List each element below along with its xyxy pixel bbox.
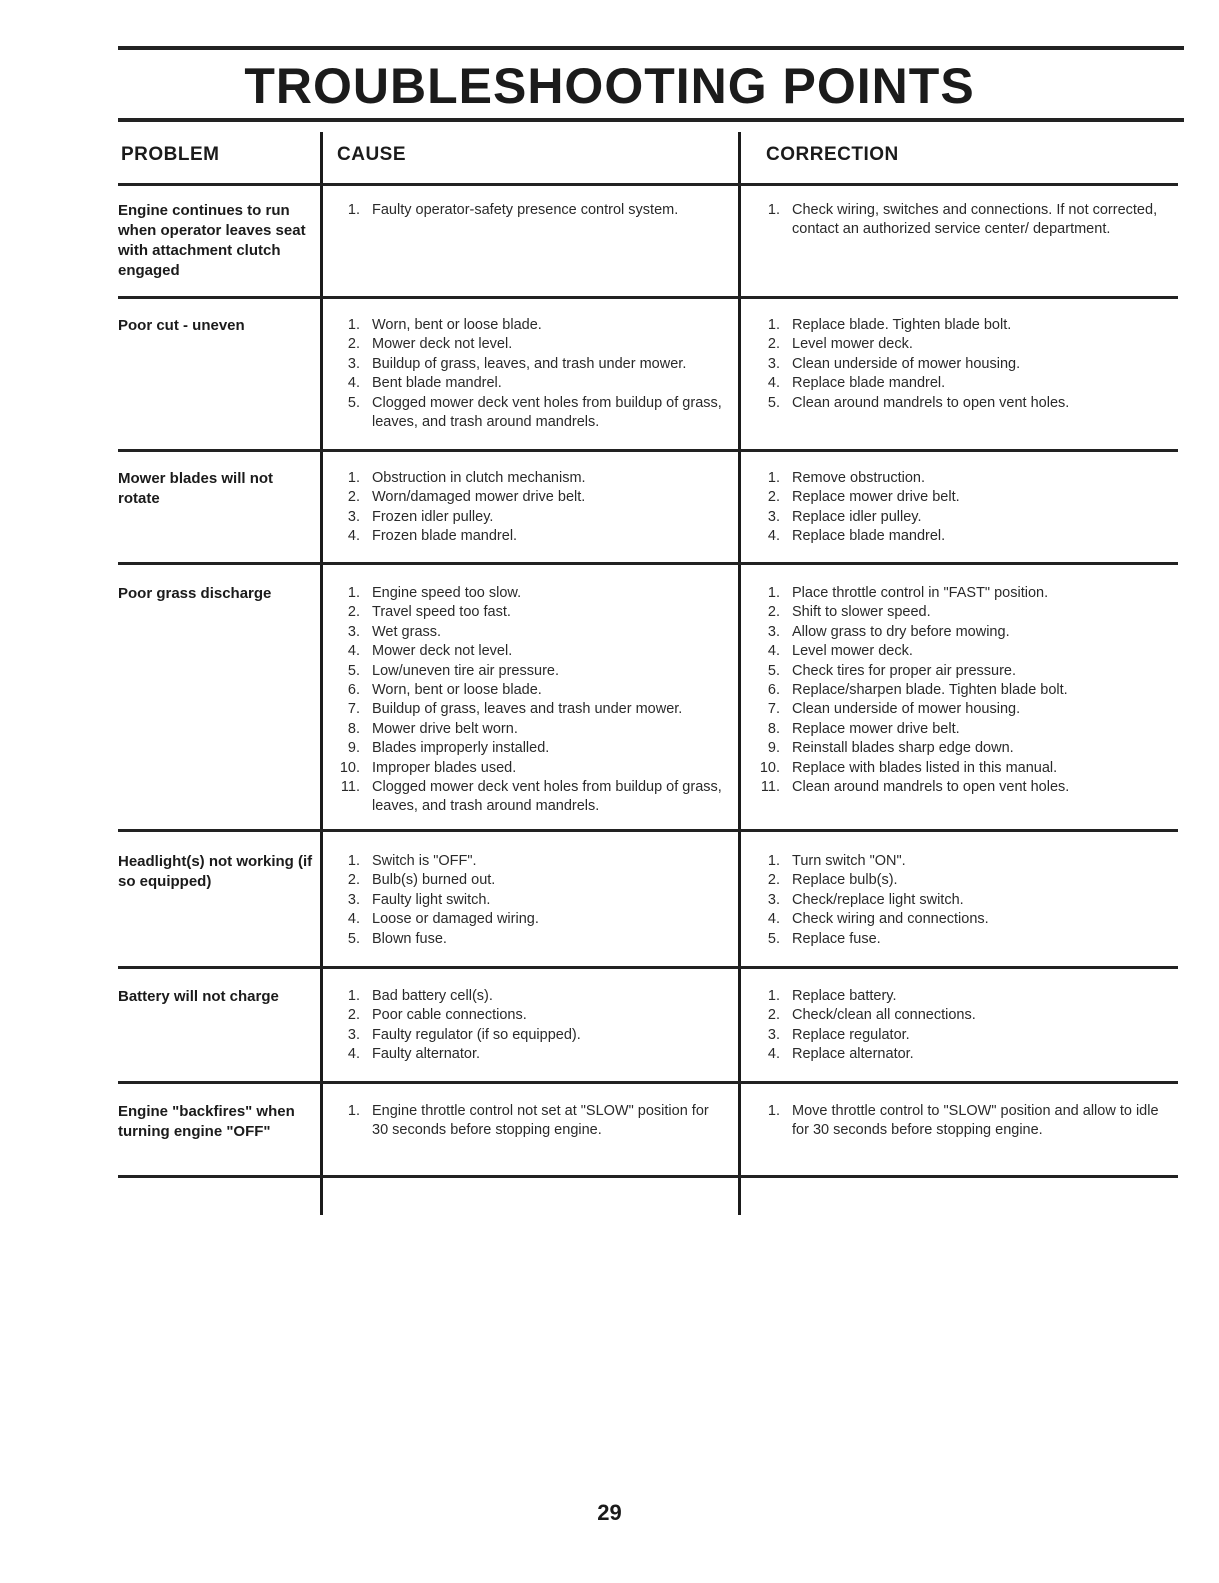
top-rule bbox=[118, 46, 1184, 50]
column-divider-right bbox=[738, 132, 741, 1215]
correction-item: 2. Check/clean all connections. bbox=[767, 1007, 976, 1024]
correction-item: 5. Check tires for proper air pressure. bbox=[767, 662, 1017, 679]
correction-item: 3. Replace regulator. bbox=[767, 1026, 910, 1043]
correction-column-header: CORRECTION bbox=[766, 144, 899, 165]
problem-cell: Headlight(s) not working (if so equipped) bbox=[118, 853, 313, 890]
header-divider bbox=[118, 183, 1178, 186]
problem-cell: Engine continues to run when operator leaves seat with attachment clutch engaged bbox=[118, 202, 306, 279]
correction-item: 6. Replace/sharpen blade. Tighten blade bolt. bbox=[767, 682, 1068, 699]
cause-item: 3. Wet grass. bbox=[347, 623, 442, 640]
cause-item: 1. Obstruction in clutch mechanism. bbox=[347, 470, 586, 486]
problem-cell: Poor cut - uneven bbox=[118, 317, 245, 334]
cause-item: 1. Engine throttle control not set at "SLOW" position for 30 seconds before stopping engine. bbox=[347, 1103, 709, 1139]
cause-list bbox=[332, 1102, 722, 1141]
correction-item: 3. Replace idler pulley. bbox=[767, 508, 922, 525]
problem-cell: Poor grass discharge bbox=[118, 585, 272, 602]
cause-item: 3. Buildup of grass, leaves, and trash under mower. bbox=[347, 355, 687, 372]
correction-list bbox=[752, 584, 1162, 797]
page-title: TROUBLESHOOTING POINTS bbox=[244, 58, 975, 114]
cause-item: 2. Travel speed too fast. bbox=[347, 604, 511, 621]
page-number: 29 bbox=[597, 1500, 622, 1525]
correction-list bbox=[752, 852, 1162, 949]
column-divider-left bbox=[320, 132, 323, 1215]
correction-item: 1. Remove obstruction. bbox=[767, 470, 925, 486]
cause-item: 2. Mower deck not level. bbox=[347, 336, 513, 353]
correction-item: 3. Allow grass to dry before mowing. bbox=[767, 623, 1010, 640]
correction-item: 4. Check wiring and connections. bbox=[767, 911, 989, 928]
title-underline bbox=[118, 118, 1184, 122]
cause-item: 5. Blown fuse. bbox=[347, 930, 447, 947]
correction-list bbox=[752, 1102, 1162, 1141]
correction-item: 10. Replace with blades listed in this manual. bbox=[759, 759, 1058, 776]
cause-item: 4. Faulty alternator. bbox=[347, 1046, 480, 1063]
cause-item: 5. Clogged mower deck vent holes from buildup of grass, leaves, and trash around mandrels. bbox=[347, 394, 722, 431]
cause-column-header: CAUSE bbox=[337, 144, 407, 165]
correction-item: 1. Place throttle control in "FAST" position. bbox=[767, 585, 1049, 601]
cause-item: 2. Bulb(s) burned out. bbox=[347, 872, 496, 889]
cause-item: 7. Buildup of grass, leaves and trash under mower. bbox=[347, 701, 683, 718]
correction-item: 1. Check wiring, switches and connections. If not corrected, contact an authorized service center/ department. bbox=[767, 202, 1158, 238]
correction-item: 7. Clean underside of mower housing. bbox=[767, 701, 1021, 718]
cause-item: 8. Mower drive belt worn. bbox=[347, 720, 518, 737]
correction-item: 2. Shift to slower speed. bbox=[767, 604, 931, 621]
correction-item: 4. Level mower deck. bbox=[767, 643, 913, 660]
cause-item: 1. Worn, bent or loose blade. bbox=[347, 317, 542, 333]
cause-item: 3. Faulty light switch. bbox=[347, 891, 491, 908]
correction-item: 5. Replace fuse. bbox=[767, 930, 881, 947]
cause-list bbox=[332, 852, 722, 949]
cause-item: 5. Low/uneven tire air pressure. bbox=[347, 662, 559, 679]
problem-cell: Mower blades will not rotate bbox=[118, 470, 274, 507]
correction-item: 1. Replace battery. bbox=[767, 988, 897, 1004]
cause-item: 2. Poor cable connections. bbox=[347, 1007, 527, 1024]
correction-list bbox=[752, 201, 1162, 240]
cause-item: 9. Blades improperly installed. bbox=[347, 740, 550, 757]
correction-item: 9. Reinstall blades sharp edge down. bbox=[767, 740, 1014, 757]
correction-item: 1. Turn switch "ON". bbox=[767, 853, 906, 869]
cause-list bbox=[332, 469, 722, 547]
correction-list bbox=[752, 316, 1162, 413]
correction-item: 2. Replace mower drive belt. bbox=[767, 489, 960, 506]
correction-item: 4. Replace alternator. bbox=[767, 1046, 914, 1063]
cause-item: 4. Frozen blade mandrel. bbox=[347, 528, 518, 545]
row-divider bbox=[118, 449, 1178, 452]
correction-item: 3. Clean underside of mower housing. bbox=[767, 355, 1021, 372]
correction-item: 2. Level mower deck. bbox=[767, 336, 913, 353]
cause-list bbox=[332, 316, 722, 432]
cause-item: 4. Bent blade mandrel. bbox=[347, 375, 502, 392]
problem-cell: Battery will not charge bbox=[118, 988, 279, 1005]
cause-item: 4. Loose or damaged wiring. bbox=[347, 911, 539, 928]
cause-item: 10. Improper blades used. bbox=[339, 759, 517, 776]
problem-cell: Engine "backfires" when turning engine "OFF" bbox=[118, 1103, 295, 1140]
correction-item: 1. Replace blade. Tighten blade bolt. bbox=[767, 317, 1012, 333]
correction-item: 11. Clean around mandrels to open vent holes. bbox=[760, 779, 1070, 796]
cause-item: 1. Bad battery cell(s). bbox=[347, 988, 493, 1004]
correction-list bbox=[752, 987, 1162, 1065]
correction-item: 8. Replace mower drive belt. bbox=[767, 720, 960, 737]
correction-item: 5. Clean around mandrels to open vent holes. bbox=[767, 394, 1070, 411]
correction-item: 2. Replace bulb(s). bbox=[767, 872, 898, 889]
correction-item: 1. Move throttle control to "SLOW" position and allow to idle for 30 seconds before stopping engine. bbox=[767, 1103, 1159, 1139]
correction-item: 4. Replace blade mandrel. bbox=[767, 375, 946, 392]
correction-list bbox=[752, 469, 1162, 547]
table-bottom-rule bbox=[118, 1175, 1178, 1178]
cause-list bbox=[332, 987, 722, 1065]
cause-item: 2. Worn/damaged mower drive belt. bbox=[347, 489, 586, 506]
cause-list bbox=[332, 201, 722, 220]
correction-item: 3. Check/replace light switch. bbox=[767, 891, 964, 908]
cause-item: 3. Frozen idler pulley. bbox=[347, 508, 494, 525]
row-divider bbox=[118, 562, 1178, 565]
row-divider bbox=[118, 296, 1178, 299]
cause-list bbox=[332, 584, 722, 817]
cause-item: 1. Engine speed too slow. bbox=[347, 585, 522, 601]
row-divider bbox=[118, 966, 1178, 969]
cause-item: 1. Switch is "OFF". bbox=[347, 853, 477, 869]
cause-item: 4. Mower deck not level. bbox=[347, 643, 513, 660]
correction-item: 4. Replace blade mandrel. bbox=[767, 528, 946, 545]
cause-item: 11. Clogged mower deck vent holes from buildup of grass, leaves, and trash around mandrels. bbox=[340, 779, 722, 815]
row-divider bbox=[118, 829, 1178, 832]
row-divider bbox=[118, 1081, 1178, 1084]
problem-column-header: PROBLEM bbox=[121, 144, 220, 165]
cause-item: 3. Faulty regulator (if so equipped). bbox=[347, 1026, 581, 1043]
cause-item: 1. Faulty operator-safety presence control system. bbox=[347, 202, 679, 218]
cause-item: 6. Worn, bent or loose blade. bbox=[347, 682, 542, 699]
